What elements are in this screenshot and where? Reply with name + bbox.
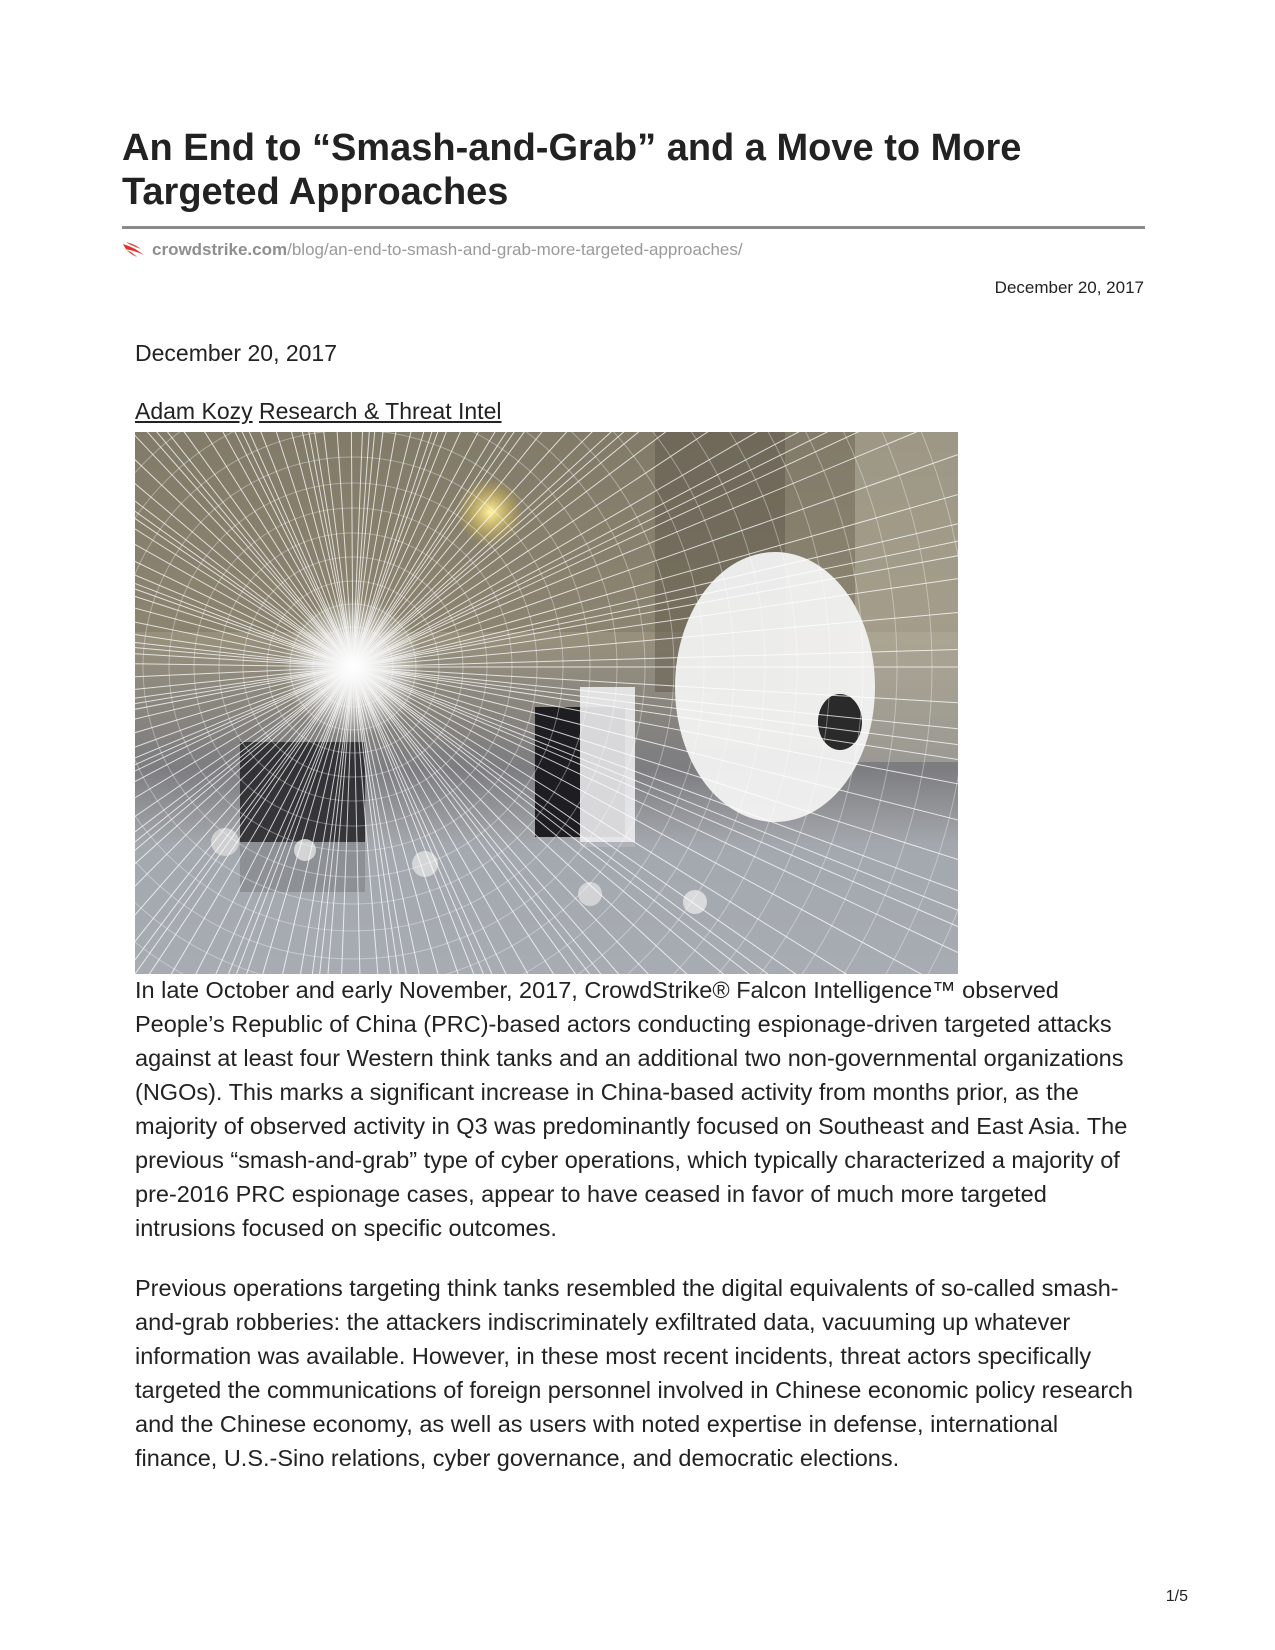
body-paragraph: In late October and early November, 2017, CrowdStrike® Falcon Intelligence™ observed People’s Republic of China (PRC)-based actors conducting espionage-driven targeted attacks against at least four Western think tanks and an additional two non-governmental organizations (NGOs). This marks a significant increase in China-based activity from months prior, as the majority of observed activity in Q3 was predominantly focused on Southeast and East Asia. The previous “smash-and-grab” type of cyber operations, which typically characterized a majority of pre-2016 PRC espionage cases, appear to have ceased in favor of much more targeted intrusions focused on specific outcomes. xyxy=(135,977,1128,1241)
body-paragraph: Previous operations targeting think tanks resembled the digital equivalents of so-called smash-and-grab robberies: the attackers indiscriminately exfiltrated data, vacuuming up whatever information was available. However, in these most recent incidents, threat actors specifically targeted the communications of foreign personnel involved in Chinese economic policy research and the Chinese economy, as well as users with noted expertise in defense, international finance, U.S.-Sino relations, cyber governance, and democratic elections. xyxy=(135,1275,1133,1471)
category-link[interactable]: Research & Threat Intel xyxy=(259,398,502,424)
article-title: An End to “Smash-and-Grab” and a Move to More Targeted Approaches xyxy=(122,127,1022,213)
source-line[interactable] xyxy=(122,240,743,260)
header-date: December 20, 2017 xyxy=(994,278,1144,297)
page-number: 1/5 xyxy=(1165,1588,1188,1605)
hero-image xyxy=(135,432,958,974)
author-link[interactable]: Adam Kozy xyxy=(135,398,253,424)
crowdstrike-falcon-icon xyxy=(122,240,146,260)
source-path[interactable]: /blog/an-end-to-smash-and-grab-more-targeted-approaches/ xyxy=(287,240,743,259)
title-divider xyxy=(122,226,1145,229)
post-date: December 20, 2017 xyxy=(135,340,338,366)
source-domain[interactable]: crowdstrike.com xyxy=(152,240,288,259)
byline xyxy=(135,398,501,425)
shattered-glass-display-window-image xyxy=(135,432,958,974)
